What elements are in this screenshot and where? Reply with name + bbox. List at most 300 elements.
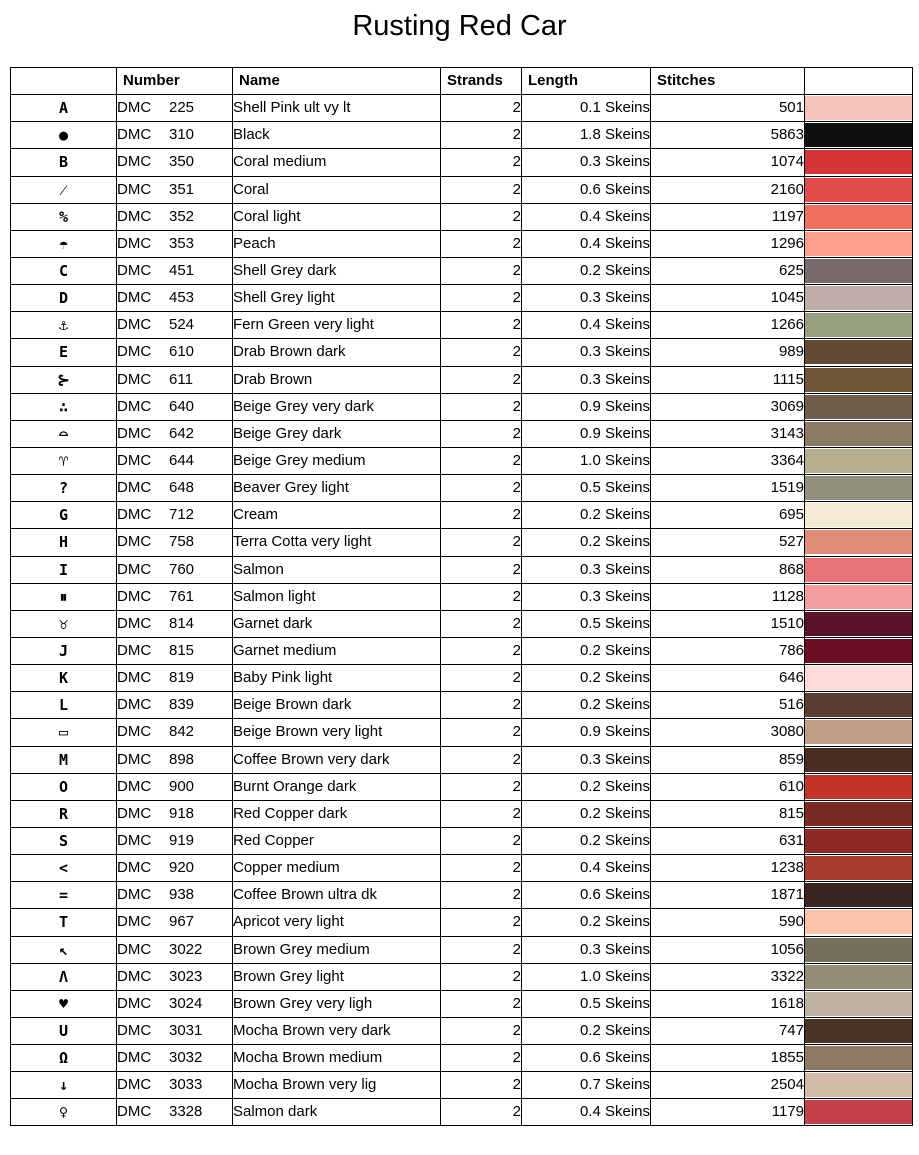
thread-code: 839 — [169, 696, 195, 714]
color-swatch — [805, 748, 912, 772]
name-cell: Beige Brown very light — [233, 719, 441, 746]
color-swatch — [805, 992, 912, 1016]
length-cell: 0.2 Skeins — [522, 800, 651, 827]
thread-code: 919 — [169, 832, 195, 849]
strands-cell: 2 — [441, 420, 522, 447]
length-cell: 0.2 Skeins — [522, 1017, 651, 1044]
number-cell — [117, 746, 233, 773]
number-cell — [117, 95, 233, 122]
length-cell: 0.3 Skeins — [522, 583, 651, 610]
color-swatch — [805, 802, 912, 826]
thread-code: 610 — [169, 343, 195, 361]
color-swatch-cell — [805, 556, 913, 583]
thread-code: 451 — [169, 262, 195, 280]
table-row — [11, 420, 913, 447]
name-cell: Coral light — [233, 203, 441, 230]
thread-code: 3032 — [169, 1049, 203, 1067]
brand-label: DMC — [117, 723, 152, 741]
brand-label: DMC — [117, 940, 152, 958]
brand-label: DMC — [117, 994, 152, 1012]
symbol-cell: H — [11, 529, 117, 556]
color-swatch — [805, 368, 912, 392]
length-cell: 0.6 Skeins — [522, 882, 651, 909]
thread-code: 353 — [169, 234, 195, 252]
header-length: Length — [522, 68, 651, 95]
stitches-cell: 610 — [651, 773, 805, 800]
stitches-cell: 1056 — [651, 936, 805, 963]
color-swatch-cell — [805, 312, 913, 339]
table-row — [11, 95, 913, 122]
length-cell: 0.9 Skeins — [522, 719, 651, 746]
name-cell: Garnet medium — [233, 637, 441, 664]
symbol-cell: L — [11, 692, 117, 719]
thread-code: 900 — [169, 777, 195, 795]
color-swatch-cell — [805, 529, 913, 556]
table-row — [11, 583, 913, 610]
color-swatch-cell — [805, 692, 913, 719]
name-cell: Fern Green very light — [233, 312, 441, 339]
strands-cell: 2 — [441, 936, 522, 963]
brand-label: DMC — [117, 424, 152, 442]
strands-cell: 2 — [441, 637, 522, 664]
color-swatch-cell — [805, 257, 913, 284]
color-swatch-cell — [805, 990, 913, 1017]
table-row — [11, 637, 913, 664]
color-swatch — [805, 938, 912, 962]
stitches-cell: 859 — [651, 746, 805, 773]
symbol-cell: O — [11, 773, 117, 800]
thread-code: 761 — [169, 587, 195, 605]
color-swatch — [805, 123, 912, 147]
color-swatch-cell — [805, 122, 913, 149]
brand-label: DMC — [117, 587, 152, 605]
name-cell: Beige Brown dark — [233, 692, 441, 719]
color-swatch-cell — [805, 665, 913, 692]
table-row — [11, 800, 913, 827]
length-cell: 0.6 Skeins — [522, 1045, 651, 1072]
brand-label: DMC — [117, 506, 152, 524]
color-swatch-cell — [805, 1045, 913, 1072]
color-swatch — [805, 829, 912, 853]
thread-code: 644 — [169, 452, 195, 470]
number-cell — [117, 1099, 233, 1126]
stitches-cell: 527 — [651, 529, 805, 556]
table-row — [11, 719, 913, 746]
number-cell — [117, 583, 233, 610]
color-swatch — [805, 259, 912, 283]
stitches-cell: 2160 — [651, 176, 805, 203]
thread-code: 524 — [169, 316, 195, 334]
length-cell: 0.3 Skeins — [522, 339, 651, 366]
length-cell: 0.3 Skeins — [522, 556, 651, 583]
symbol-cell: B — [11, 149, 117, 176]
thread-code: 815 — [169, 642, 195, 660]
strands-cell: 2 — [441, 447, 522, 474]
brand-label: DMC — [117, 316, 152, 334]
name-cell: Baby Pink light — [233, 665, 441, 692]
table-row — [11, 556, 913, 583]
name-cell: Brown Grey very ligh — [233, 990, 441, 1017]
color-swatch — [805, 856, 912, 880]
table-row — [11, 827, 913, 854]
stitches-cell: 5863 — [651, 122, 805, 149]
stitches-cell: 625 — [651, 257, 805, 284]
header-color — [805, 68, 913, 95]
color-swatch — [805, 775, 912, 799]
symbol-cell: < — [11, 855, 117, 882]
number-cell — [117, 122, 233, 149]
color-swatch-cell — [805, 176, 913, 203]
symbol-cell: ⁄ — [11, 176, 117, 203]
number-cell — [117, 420, 233, 447]
strands-cell: 2 — [441, 583, 522, 610]
number-cell — [117, 203, 233, 230]
name-cell: Salmon dark — [233, 1099, 441, 1126]
symbol-cell: ⌓ — [11, 420, 117, 447]
strands-cell: 2 — [441, 963, 522, 990]
color-swatch-cell — [805, 1017, 913, 1044]
length-cell: 0.3 Skeins — [522, 936, 651, 963]
brand-label: DMC — [117, 533, 152, 551]
number-cell — [117, 963, 233, 990]
color-swatch-cell — [805, 1099, 913, 1126]
name-cell: Mocha Brown very dark — [233, 1017, 441, 1044]
strands-cell: 2 — [441, 692, 522, 719]
symbol-cell: ♀ — [11, 1099, 117, 1126]
brand-label: DMC — [117, 560, 152, 578]
color-swatch-cell — [805, 366, 913, 393]
color-swatch — [805, 612, 912, 636]
thread-code: 3031 — [169, 1021, 203, 1039]
stitches-cell: 2504 — [651, 1072, 805, 1099]
color-swatch — [805, 720, 912, 744]
brand-label: DMC — [117, 886, 152, 904]
color-swatch — [805, 883, 912, 907]
color-swatch-cell — [805, 420, 913, 447]
strands-cell: 2 — [441, 475, 522, 502]
number-cell — [117, 637, 233, 664]
strands-cell: 2 — [441, 502, 522, 529]
color-swatch — [805, 558, 912, 582]
strands-cell: 2 — [441, 285, 522, 312]
length-cell: 0.2 Skeins — [522, 692, 651, 719]
length-cell: 0.2 Skeins — [522, 529, 651, 556]
name-cell: Garnet dark — [233, 610, 441, 637]
color-swatch — [805, 449, 912, 473]
stitches-cell: 1618 — [651, 990, 805, 1017]
table-row — [11, 502, 913, 529]
length-cell: 0.5 Skeins — [522, 610, 651, 637]
number-cell — [117, 800, 233, 827]
length-cell: 0.5 Skeins — [522, 475, 651, 502]
stitches-cell: 631 — [651, 827, 805, 854]
thread-code: 351 — [169, 180, 195, 198]
number-cell — [117, 176, 233, 203]
length-cell: 0.4 Skeins — [522, 855, 651, 882]
brand-label: DMC — [117, 1103, 152, 1121]
strands-cell: 2 — [441, 610, 522, 637]
brand-label: DMC — [117, 1076, 152, 1094]
strands-cell: 2 — [441, 176, 522, 203]
symbol-cell: ∴ — [11, 393, 117, 420]
table-row — [11, 963, 913, 990]
strands-cell: 2 — [441, 990, 522, 1017]
brand-label: DMC — [117, 452, 152, 470]
number-cell — [117, 502, 233, 529]
number-cell — [117, 936, 233, 963]
symbol-cell: R — [11, 800, 117, 827]
thread-code: 3033 — [169, 1076, 203, 1094]
table-row — [11, 855, 913, 882]
table-row — [11, 230, 913, 257]
name-cell: Red Copper — [233, 827, 441, 854]
name-cell: Drab Brown — [233, 366, 441, 393]
stitches-cell: 815 — [651, 800, 805, 827]
color-swatch — [805, 150, 912, 174]
stitches-cell: 786 — [651, 637, 805, 664]
color-swatch — [805, 313, 912, 337]
symbol-cell: T — [11, 909, 117, 936]
stitches-cell: 1510 — [651, 610, 805, 637]
length-cell: 0.5 Skeins — [522, 990, 651, 1017]
color-swatch — [805, 340, 912, 364]
number-cell — [117, 257, 233, 284]
color-swatch — [805, 286, 912, 310]
brand-label: DMC — [117, 153, 152, 171]
brand-label: DMC — [117, 696, 152, 714]
brand-label: DMC — [117, 669, 152, 687]
table-row — [11, 475, 913, 502]
color-swatch — [805, 232, 912, 256]
thread-code: 352 — [169, 207, 195, 225]
number-cell — [117, 393, 233, 420]
strands-cell: 2 — [441, 1099, 522, 1126]
thread-code: 310 — [169, 126, 195, 144]
strands-cell: 2 — [441, 312, 522, 339]
strands-cell: 2 — [441, 529, 522, 556]
name-cell: Burnt Orange dark — [233, 773, 441, 800]
symbol-cell: ♥ — [11, 990, 117, 1017]
header-symbol — [11, 68, 117, 95]
color-swatch-cell — [805, 1072, 913, 1099]
color-swatch-cell — [805, 203, 913, 230]
strands-cell: 2 — [441, 719, 522, 746]
table-row — [11, 909, 913, 936]
number-cell — [117, 366, 233, 393]
thread-legend-table — [10, 67, 913, 1126]
strands-cell: 2 — [441, 122, 522, 149]
name-cell: Drab Brown dark — [233, 339, 441, 366]
brand-label: DMC — [117, 234, 152, 252]
color-swatch-cell — [805, 285, 913, 312]
stitches-cell: 695 — [651, 502, 805, 529]
color-swatch-cell — [805, 95, 913, 122]
table-row — [11, 610, 913, 637]
strands-cell: 2 — [441, 257, 522, 284]
number-cell — [117, 339, 233, 366]
length-cell: 1.0 Skeins — [522, 963, 651, 990]
name-cell: Coral medium — [233, 149, 441, 176]
table-row — [11, 393, 913, 420]
stitches-cell: 3069 — [651, 393, 805, 420]
stitches-cell: 3322 — [651, 963, 805, 990]
number-cell — [117, 990, 233, 1017]
table-row — [11, 746, 913, 773]
symbol-cell: ↓ — [11, 1072, 117, 1099]
table-row — [11, 203, 913, 230]
color-swatch-cell — [805, 637, 913, 664]
number-cell — [117, 1045, 233, 1072]
name-cell: Beige Grey dark — [233, 420, 441, 447]
symbol-cell: ⊱ — [11, 366, 117, 393]
length-cell: 0.2 Skeins — [522, 257, 651, 284]
number-cell — [117, 719, 233, 746]
number-cell — [117, 909, 233, 936]
number-cell — [117, 882, 233, 909]
color-swatch — [805, 1100, 912, 1124]
table-row — [11, 990, 913, 1017]
table-row — [11, 285, 913, 312]
color-swatch-cell — [805, 502, 913, 529]
header-stitches: Stitches — [651, 68, 805, 95]
table-row — [11, 339, 913, 366]
color-swatch — [805, 395, 912, 419]
thread-code: 918 — [169, 804, 195, 822]
header-number: Number — [117, 68, 233, 95]
symbol-cell: ▭ — [11, 719, 117, 746]
thread-code: 453 — [169, 289, 195, 307]
brand-label: DMC — [117, 777, 152, 795]
symbol-cell: M — [11, 746, 117, 773]
thread-code: 3023 — [169, 967, 203, 985]
page-title: Rusting Red Car — [352, 10, 567, 42]
strands-cell: 2 — [441, 556, 522, 583]
name-cell: Shell Pink ult vy lt — [233, 95, 441, 122]
thread-code: 819 — [169, 669, 195, 687]
brand-label: DMC — [117, 1021, 152, 1039]
name-cell: Peach — [233, 230, 441, 257]
strands-cell: 2 — [441, 366, 522, 393]
number-cell — [117, 692, 233, 719]
table-row — [11, 1072, 913, 1099]
brand-label: DMC — [117, 832, 152, 849]
strands-cell: 2 — [441, 339, 522, 366]
length-cell: 0.3 Skeins — [522, 746, 651, 773]
symbol-cell: ⚓ — [11, 312, 117, 339]
name-cell: Beige Grey medium — [233, 447, 441, 474]
brand-label: DMC — [117, 913, 152, 931]
symbol-cell: % — [11, 203, 117, 230]
strands-cell: 2 — [441, 773, 522, 800]
stitches-cell: 3080 — [651, 719, 805, 746]
name-cell: Brown Grey light — [233, 963, 441, 990]
color-swatch — [805, 530, 912, 554]
color-swatch-cell — [805, 475, 913, 502]
thread-code: 3024 — [169, 994, 203, 1012]
number-cell — [117, 855, 233, 882]
strands-cell: 2 — [441, 855, 522, 882]
color-swatch-cell — [805, 149, 913, 176]
color-swatch — [805, 178, 912, 202]
name-cell: Brown Grey medium — [233, 936, 441, 963]
stitches-cell: 1871 — [651, 882, 805, 909]
color-swatch — [805, 1019, 912, 1043]
thread-code: 967 — [169, 913, 195, 931]
strands-cell: 2 — [441, 800, 522, 827]
number-cell — [117, 529, 233, 556]
symbol-cell: E — [11, 339, 117, 366]
length-cell: 0.4 Skeins — [522, 312, 651, 339]
length-cell: 0.2 Skeins — [522, 909, 651, 936]
strands-cell: 2 — [441, 665, 522, 692]
color-swatch — [805, 639, 912, 663]
number-cell — [117, 285, 233, 312]
stitches-cell: 590 — [651, 909, 805, 936]
color-swatch-cell — [805, 909, 913, 936]
length-cell: 0.1 Skeins — [522, 95, 651, 122]
strands-cell: 2 — [441, 746, 522, 773]
thread-code: 3328 — [169, 1103, 203, 1121]
stitches-cell: 1074 — [651, 149, 805, 176]
color-swatch-cell — [805, 882, 913, 909]
symbol-cell: Λ — [11, 963, 117, 990]
number-cell — [117, 1017, 233, 1044]
strands-cell: 2 — [441, 203, 522, 230]
strands-cell: 2 — [441, 230, 522, 257]
table-row — [11, 692, 913, 719]
stitches-cell: 1128 — [651, 583, 805, 610]
color-swatch-cell — [805, 963, 913, 990]
color-swatch-cell — [805, 800, 913, 827]
strands-cell: 2 — [441, 1045, 522, 1072]
symbol-cell: ↖ — [11, 936, 117, 963]
length-cell: 0.2 Skeins — [522, 637, 651, 664]
number-cell — [117, 149, 233, 176]
name-cell: Shell Grey dark — [233, 257, 441, 284]
name-cell: Shell Grey light — [233, 285, 441, 312]
name-cell: Coral — [233, 176, 441, 203]
table-row — [11, 1017, 913, 1044]
stitches-cell: 3143 — [651, 420, 805, 447]
symbol-cell: Ω — [11, 1045, 117, 1072]
thread-code: 611 — [169, 370, 193, 388]
symbol-cell: G — [11, 502, 117, 529]
stitches-cell: 1115 — [651, 366, 805, 393]
number-cell — [117, 665, 233, 692]
brand-label: DMC — [117, 859, 152, 877]
stitches-cell: 1519 — [651, 475, 805, 502]
length-cell: 0.2 Skeins — [522, 773, 651, 800]
color-swatch — [805, 503, 912, 527]
color-swatch-cell — [805, 855, 913, 882]
table-row — [11, 366, 913, 393]
thread-code: 3022 — [169, 940, 203, 958]
brand-label: DMC — [117, 1049, 152, 1067]
length-cell: 0.3 Skeins — [522, 366, 651, 393]
stitches-cell: 1855 — [651, 1045, 805, 1072]
color-swatch — [805, 1073, 912, 1097]
header-strands: Strands — [441, 68, 522, 95]
name-cell: Salmon — [233, 556, 441, 583]
name-cell: Salmon light — [233, 583, 441, 610]
color-swatch — [805, 585, 912, 609]
brand-label: DMC — [117, 99, 152, 117]
name-cell: Mocha Brown very lig — [233, 1072, 441, 1099]
color-swatch — [805, 910, 912, 934]
length-cell: 0.4 Skeins — [522, 203, 651, 230]
symbol-cell: C — [11, 257, 117, 284]
table-row — [11, 447, 913, 474]
